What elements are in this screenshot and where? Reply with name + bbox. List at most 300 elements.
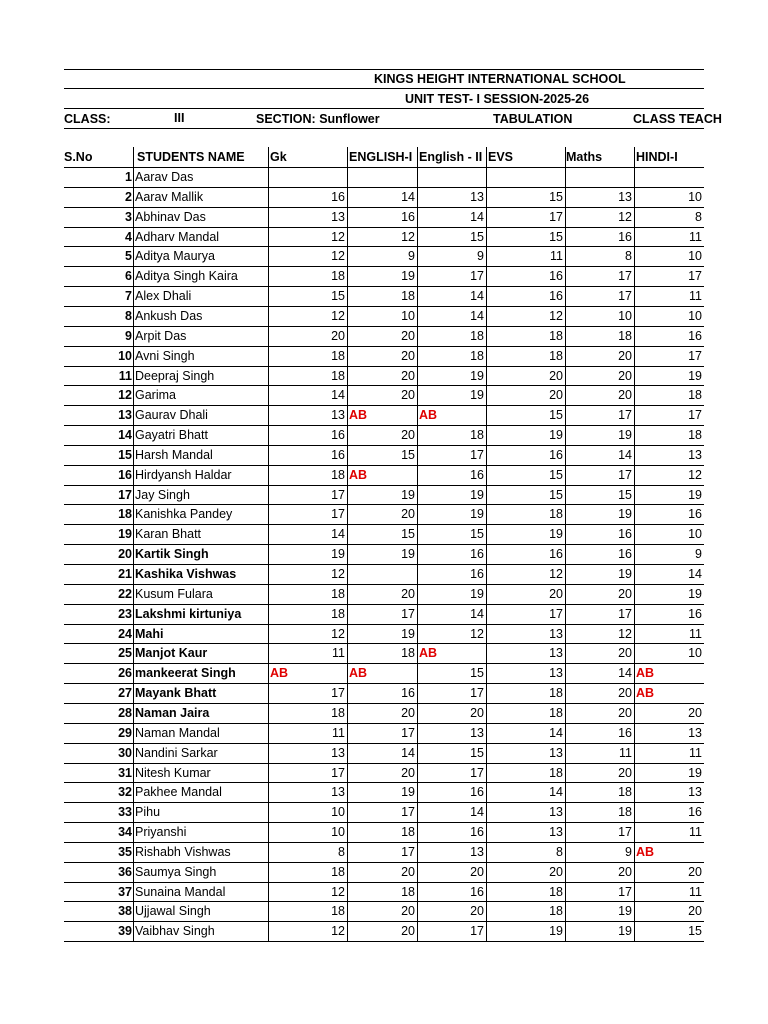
mark-english-1: 17 bbox=[401, 845, 415, 859]
student-name: Adharv Mandal bbox=[135, 230, 220, 244]
mark-hindi-1: 11 bbox=[689, 885, 702, 899]
header-maths: Maths bbox=[566, 150, 603, 164]
header-gk: Gk bbox=[270, 150, 287, 164]
mark-english-1: 9 bbox=[408, 249, 415, 263]
school-name: KINGS HEIGHT INTERNATIONAL SCHOOL bbox=[374, 72, 626, 86]
student-name: Naman Jaira bbox=[135, 706, 210, 720]
mark-maths: 12 bbox=[618, 210, 632, 224]
mark-english-1: 17 bbox=[401, 805, 415, 819]
mark-maths: 9 bbox=[625, 845, 632, 859]
row-divider bbox=[64, 405, 704, 406]
mark-english-2: AB bbox=[419, 646, 438, 660]
mark-hindi-1: 10 bbox=[688, 646, 702, 660]
class-value: III bbox=[174, 111, 185, 125]
mark-hindi-1: 11 bbox=[689, 289, 702, 303]
mark-english-1: 12 bbox=[401, 230, 415, 244]
mark-gk: 12 bbox=[331, 230, 345, 244]
student-name: Harsh Mandal bbox=[135, 448, 213, 462]
student-name: Pihu bbox=[135, 805, 161, 819]
mark-hindi-1: 9 bbox=[695, 547, 702, 561]
mark-english-2: 16 bbox=[470, 785, 484, 799]
mark-maths: 20 bbox=[618, 388, 632, 402]
mark-hindi-1: 16 bbox=[688, 507, 702, 521]
mark-english-2: 14 bbox=[470, 309, 484, 323]
serial-number: 7 bbox=[125, 289, 132, 303]
mark-maths: 18 bbox=[618, 785, 632, 799]
student-name: Pakhee Mandal bbox=[135, 785, 222, 799]
mark-hindi-1: AB bbox=[636, 845, 655, 859]
student-name: Aarav Das bbox=[135, 170, 194, 184]
mark-english-2: 16 bbox=[470, 567, 484, 581]
mark-english-2: 19 bbox=[470, 587, 484, 601]
mark-english-1: 10 bbox=[401, 309, 415, 323]
serial-number: 32 bbox=[118, 785, 132, 799]
mark-hindi-1: 10 bbox=[688, 527, 702, 541]
mark-hindi-1: 19 bbox=[688, 369, 702, 383]
mark-evs: 13 bbox=[549, 805, 563, 819]
session-title: UNIT TEST- I SESSION-2025-26 bbox=[405, 92, 590, 106]
student-name: mankeerat Singh bbox=[135, 666, 236, 680]
serial-number: 6 bbox=[125, 269, 132, 283]
mark-evs: 16 bbox=[549, 269, 563, 283]
mark-english-1: 18 bbox=[401, 289, 415, 303]
mark-evs: 18 bbox=[549, 349, 563, 363]
row-divider bbox=[64, 544, 704, 545]
mark-gk: 12 bbox=[331, 924, 345, 938]
header-english-2: English - II bbox=[419, 150, 483, 164]
mark-maths: 15 bbox=[618, 488, 632, 502]
serial-number: 14 bbox=[118, 428, 132, 442]
student-name: Kartik Singh bbox=[135, 547, 209, 561]
mark-evs: 16 bbox=[549, 547, 563, 561]
mark-evs: 18 bbox=[549, 885, 563, 899]
header-divider-3 bbox=[64, 128, 704, 129]
mark-maths: 13 bbox=[618, 190, 632, 204]
row-divider bbox=[64, 266, 704, 267]
serial-number: 12 bbox=[118, 388, 132, 402]
mark-english-2: 14 bbox=[470, 607, 484, 621]
row-divider bbox=[64, 663, 704, 664]
serial-number: 27 bbox=[118, 686, 132, 700]
serial-number: 8 bbox=[125, 309, 132, 323]
row-divider bbox=[64, 723, 704, 724]
mark-gk: 8 bbox=[338, 845, 345, 859]
mark-gk: 13 bbox=[331, 408, 345, 422]
serial-number: 22 bbox=[118, 587, 132, 601]
mark-hindi-1: 16 bbox=[688, 805, 702, 819]
serial-number: 30 bbox=[118, 746, 132, 760]
student-name: Avni Singh bbox=[135, 349, 195, 363]
serial-number: 23 bbox=[118, 607, 132, 621]
mark-english-2: 15 bbox=[470, 746, 484, 760]
section-label: SECTION: Sunflower bbox=[256, 112, 380, 126]
mark-gk: 14 bbox=[331, 388, 345, 402]
mark-english-1: 20 bbox=[401, 924, 415, 938]
row-divider bbox=[64, 425, 704, 426]
mark-english-2: 15 bbox=[470, 230, 484, 244]
row-divider bbox=[64, 763, 704, 764]
mark-hindi-1: 19 bbox=[688, 766, 702, 780]
row-divider bbox=[64, 842, 704, 843]
mark-hindi-1: 11 bbox=[689, 230, 702, 244]
mark-english-1: 17 bbox=[401, 607, 415, 621]
mark-english-2: 16 bbox=[470, 468, 484, 482]
mark-maths: 11 bbox=[619, 746, 632, 760]
mark-hindi-1: 17 bbox=[688, 408, 702, 422]
student-name: Aditya Singh Kaira bbox=[135, 269, 238, 283]
mark-maths: 17 bbox=[618, 885, 632, 899]
mark-english-1: 19 bbox=[401, 785, 415, 799]
mark-evs: 18 bbox=[549, 686, 563, 700]
mark-maths: 19 bbox=[618, 428, 632, 442]
row-divider bbox=[64, 445, 704, 446]
student-name: Kanishka Pandey bbox=[135, 507, 233, 521]
mark-hindi-1: 15 bbox=[688, 924, 702, 938]
mark-hindi-1: 17 bbox=[688, 269, 702, 283]
row-divider bbox=[64, 346, 704, 347]
mark-gk: 16 bbox=[331, 428, 345, 442]
mark-maths: 10 bbox=[618, 309, 632, 323]
mark-english-1: 19 bbox=[401, 547, 415, 561]
mark-english-2: 18 bbox=[470, 428, 484, 442]
row-divider bbox=[64, 624, 704, 625]
mark-evs: 15 bbox=[549, 230, 563, 244]
mark-english-2: 16 bbox=[470, 825, 484, 839]
mark-hindi-1: 16 bbox=[688, 607, 702, 621]
student-name: Alex Dhali bbox=[135, 289, 192, 303]
student-name: Abhinav Das bbox=[135, 210, 206, 224]
mark-gk: 20 bbox=[331, 329, 345, 343]
mark-maths: 17 bbox=[618, 468, 632, 482]
serial-number: 35 bbox=[118, 845, 132, 859]
mark-hindi-1: 20 bbox=[688, 706, 702, 720]
mark-gk: 15 bbox=[331, 289, 345, 303]
row-divider bbox=[64, 901, 704, 902]
mark-english-1: 19 bbox=[401, 488, 415, 502]
serial-number: 28 bbox=[118, 706, 132, 720]
row-divider bbox=[64, 584, 704, 585]
mark-english-2: 19 bbox=[470, 388, 484, 402]
mark-english-2: 15 bbox=[470, 527, 484, 541]
mark-maths: 19 bbox=[618, 567, 632, 581]
serial-number: 24 bbox=[118, 627, 132, 641]
row-divider bbox=[64, 246, 704, 247]
row-divider bbox=[64, 882, 704, 883]
mark-evs: 15 bbox=[549, 488, 563, 502]
row-divider bbox=[64, 564, 704, 565]
mark-english-1: 14 bbox=[401, 746, 415, 760]
mark-evs: 14 bbox=[549, 785, 563, 799]
mark-english-1: 15 bbox=[401, 448, 415, 462]
row-divider bbox=[64, 862, 704, 863]
mark-maths: 19 bbox=[618, 904, 632, 918]
row-divider bbox=[64, 465, 704, 466]
mark-english-2: 18 bbox=[470, 349, 484, 363]
mark-english-2: 16 bbox=[470, 885, 484, 899]
mark-hindi-1: 13 bbox=[688, 448, 702, 462]
mark-hindi-1: 16 bbox=[688, 329, 702, 343]
mark-maths: 14 bbox=[618, 448, 632, 462]
mark-maths: 12 bbox=[618, 627, 632, 641]
mark-english-2: 19 bbox=[470, 507, 484, 521]
student-name: Hirdyansh Haldar bbox=[135, 468, 232, 482]
mark-evs: 18 bbox=[549, 329, 563, 343]
mark-english-2: 17 bbox=[470, 686, 484, 700]
mark-english-2: 13 bbox=[470, 190, 484, 204]
mark-maths: 17 bbox=[618, 408, 632, 422]
serial-number: 31 bbox=[118, 766, 132, 780]
mark-hindi-1: AB bbox=[636, 686, 655, 700]
mark-english-2: 17 bbox=[470, 448, 484, 462]
mark-maths: 8 bbox=[625, 249, 632, 263]
serial-number: 4 bbox=[125, 230, 132, 244]
mark-english-1: 20 bbox=[401, 904, 415, 918]
serial-number: 33 bbox=[118, 805, 132, 819]
mark-english-1: 18 bbox=[401, 646, 415, 660]
mark-evs: 8 bbox=[556, 845, 563, 859]
serial-number: 29 bbox=[118, 726, 132, 740]
header-sno: S.No bbox=[64, 150, 93, 164]
mark-english-1: 20 bbox=[401, 766, 415, 780]
mark-maths: 17 bbox=[618, 269, 632, 283]
mark-evs: 18 bbox=[549, 507, 563, 521]
mark-hindi-1: 20 bbox=[688, 865, 702, 879]
row-divider bbox=[64, 782, 704, 783]
mark-evs: 15 bbox=[549, 468, 563, 482]
mark-hindi-1: AB bbox=[636, 666, 655, 680]
serial-number: 1 bbox=[125, 170, 132, 184]
row-divider bbox=[64, 187, 704, 188]
mark-evs: 11 bbox=[550, 249, 563, 263]
mark-hindi-1: 14 bbox=[688, 567, 702, 581]
mark-gk: 18 bbox=[331, 349, 345, 363]
tabulation-label: TABULATION bbox=[493, 112, 573, 126]
mark-english-1: 19 bbox=[401, 627, 415, 641]
row-divider bbox=[64, 504, 704, 505]
header-divider-1 bbox=[64, 88, 704, 89]
mark-english-1: 17 bbox=[401, 726, 415, 740]
mark-gk: 12 bbox=[331, 309, 345, 323]
student-name: Karan Bhatt bbox=[135, 527, 202, 541]
mark-maths: 18 bbox=[618, 805, 632, 819]
mark-english-1: 15 bbox=[401, 527, 415, 541]
serial-number: 19 bbox=[118, 527, 132, 541]
mark-english-1: 20 bbox=[401, 706, 415, 720]
mark-gk: 18 bbox=[331, 587, 345, 601]
mark-english-1: 20 bbox=[401, 507, 415, 521]
mark-maths: 17 bbox=[618, 289, 632, 303]
mark-evs: 19 bbox=[549, 924, 563, 938]
mark-english-2: 17 bbox=[470, 924, 484, 938]
mark-evs: 14 bbox=[549, 726, 563, 740]
row-divider bbox=[64, 524, 704, 525]
mark-evs: 20 bbox=[549, 388, 563, 402]
mark-evs: 13 bbox=[549, 746, 563, 760]
row-divider bbox=[64, 227, 704, 228]
mark-gk: 18 bbox=[331, 269, 345, 283]
row-divider bbox=[64, 167, 704, 168]
row-divider bbox=[64, 822, 704, 823]
header-evs: EVS bbox=[488, 150, 514, 164]
header-hindi-1: HINDI-I bbox=[636, 150, 678, 164]
mark-english-2: 14 bbox=[470, 805, 484, 819]
mark-english-2: 20 bbox=[470, 706, 484, 720]
mark-maths: 20 bbox=[618, 587, 632, 601]
row-divider bbox=[64, 604, 704, 605]
mark-english-1: AB bbox=[349, 468, 368, 482]
mark-maths: 20 bbox=[618, 686, 632, 700]
mark-hindi-1: 19 bbox=[688, 587, 702, 601]
mark-english-2: 13 bbox=[470, 845, 484, 859]
student-name: Jay Singh bbox=[135, 488, 190, 502]
mark-evs: 12 bbox=[549, 309, 563, 323]
mark-evs: 18 bbox=[549, 706, 563, 720]
row-divider bbox=[64, 921, 704, 922]
mark-english-2: 13 bbox=[470, 726, 484, 740]
student-name: Gaurav Dhali bbox=[135, 408, 208, 422]
mark-gk: 12 bbox=[331, 627, 345, 641]
mark-gk: 16 bbox=[331, 448, 345, 462]
serial-number: 11 bbox=[118, 369, 132, 383]
mark-evs: 16 bbox=[549, 289, 563, 303]
student-name: Garima bbox=[135, 388, 176, 402]
mark-gk: 17 bbox=[331, 488, 345, 502]
mark-hindi-1: 8 bbox=[695, 210, 702, 224]
student-name: Mayank Bhatt bbox=[135, 686, 217, 700]
student-name: Rishabh Vishwas bbox=[135, 845, 231, 859]
mark-maths: 17 bbox=[618, 825, 632, 839]
student-name: Mahi bbox=[135, 627, 164, 641]
mark-english-1: 16 bbox=[401, 210, 415, 224]
mark-hindi-1: 10 bbox=[688, 190, 702, 204]
mark-english-2: 20 bbox=[470, 865, 484, 879]
student-name: Kusum Fulara bbox=[135, 587, 213, 601]
mark-maths: 16 bbox=[618, 527, 632, 541]
student-name: Lakshmi kirtuniya bbox=[135, 607, 242, 621]
student-name: Aarav Mallik bbox=[135, 190, 204, 204]
mark-maths: 20 bbox=[618, 706, 632, 720]
serial-number: 2 bbox=[125, 190, 132, 204]
mark-english-1: 20 bbox=[401, 428, 415, 442]
mark-evs: 17 bbox=[549, 210, 563, 224]
mark-hindi-1: 11 bbox=[689, 746, 702, 760]
mark-english-1: 18 bbox=[401, 885, 415, 899]
mark-gk: AB bbox=[270, 666, 289, 680]
mark-hindi-1: 19 bbox=[688, 488, 702, 502]
student-name: Gayatri Bhatt bbox=[135, 428, 208, 442]
mark-english-1: 14 bbox=[401, 190, 415, 204]
mark-english-1: 20 bbox=[401, 587, 415, 601]
student-name: Arpit Das bbox=[135, 329, 187, 343]
mark-gk: 11 bbox=[332, 726, 345, 740]
mark-english-1: 16 bbox=[401, 686, 415, 700]
mark-english-1: 20 bbox=[401, 369, 415, 383]
mark-evs: 17 bbox=[549, 607, 563, 621]
mark-gk: 10 bbox=[331, 825, 345, 839]
mark-hindi-1: 13 bbox=[688, 726, 702, 740]
serial-number: 5 bbox=[125, 249, 132, 263]
serial-number: 39 bbox=[118, 924, 132, 938]
row-divider bbox=[64, 326, 704, 327]
mark-hindi-1: 11 bbox=[689, 627, 702, 641]
student-name: Naman Mandal bbox=[135, 726, 220, 740]
mark-gk: 18 bbox=[331, 706, 345, 720]
mark-english-1: AB bbox=[349, 666, 368, 680]
mark-gk: 17 bbox=[331, 686, 345, 700]
mark-gk: 13 bbox=[331, 746, 345, 760]
mark-english-1: 20 bbox=[401, 349, 415, 363]
mark-hindi-1: 20 bbox=[688, 904, 702, 918]
mark-english-2: 17 bbox=[470, 766, 484, 780]
mark-hindi-1: 10 bbox=[688, 249, 702, 263]
row-divider bbox=[64, 643, 704, 644]
mark-evs: 20 bbox=[549, 865, 563, 879]
mark-english-1: AB bbox=[349, 408, 368, 422]
row-divider bbox=[64, 286, 704, 287]
row-divider bbox=[64, 306, 704, 307]
mark-english-2: 14 bbox=[470, 289, 484, 303]
mark-gk: 18 bbox=[331, 369, 345, 383]
row-divider bbox=[64, 385, 704, 386]
mark-evs: 13 bbox=[549, 646, 563, 660]
serial-number: 20 bbox=[118, 547, 132, 561]
mark-english-1: 20 bbox=[401, 388, 415, 402]
student-name: Kashika Vishwas bbox=[135, 567, 237, 581]
student-name: Nandini Sarkar bbox=[135, 746, 218, 760]
mark-gk: 14 bbox=[331, 527, 345, 541]
mark-evs: 18 bbox=[549, 766, 563, 780]
serial-number: 13 bbox=[118, 408, 132, 422]
mark-english-2: 15 bbox=[470, 666, 484, 680]
mark-maths: 20 bbox=[618, 369, 632, 383]
mark-evs: 19 bbox=[549, 428, 563, 442]
mark-gk: 13 bbox=[331, 785, 345, 799]
mark-english-2: 12 bbox=[470, 627, 484, 641]
mark-maths: 17 bbox=[618, 607, 632, 621]
mark-gk: 17 bbox=[331, 507, 345, 521]
student-name: Priyanshi bbox=[135, 825, 187, 839]
student-name: Vaibhav Singh bbox=[135, 924, 215, 938]
student-name: Aditya Maurya bbox=[135, 249, 215, 263]
serial-number: 21 bbox=[118, 567, 132, 581]
header-name: STUDENTS NAME bbox=[137, 150, 245, 164]
mark-gk: 18 bbox=[331, 904, 345, 918]
mark-english-2: 18 bbox=[470, 329, 484, 343]
student-name: Sunaina Mandal bbox=[135, 885, 226, 899]
class-teacher-label: CLASS TEACH bbox=[633, 112, 722, 126]
mark-english-2: 19 bbox=[470, 369, 484, 383]
class-label: CLASS: bbox=[64, 112, 111, 126]
row-divider bbox=[64, 485, 704, 486]
mark-hindi-1: 18 bbox=[688, 428, 702, 442]
mark-evs: 15 bbox=[549, 408, 563, 422]
mark-gk: 13 bbox=[331, 210, 345, 224]
mark-maths: 20 bbox=[618, 646, 632, 660]
student-name: Ankush Das bbox=[135, 309, 203, 323]
row-divider bbox=[64, 683, 704, 684]
mark-hindi-1: 13 bbox=[688, 785, 702, 799]
serial-number: 38 bbox=[118, 904, 132, 918]
mark-gk: 16 bbox=[331, 190, 345, 204]
student-name: Manjot Kaur bbox=[135, 646, 208, 660]
mark-evs: 20 bbox=[549, 369, 563, 383]
mark-hindi-1: 17 bbox=[688, 349, 702, 363]
serial-number: 10 bbox=[118, 349, 132, 363]
serial-number: 36 bbox=[118, 865, 132, 879]
mark-maths: 18 bbox=[618, 329, 632, 343]
mark-english-2: 17 bbox=[470, 269, 484, 283]
student-name: Deepraj Singh bbox=[135, 369, 215, 383]
